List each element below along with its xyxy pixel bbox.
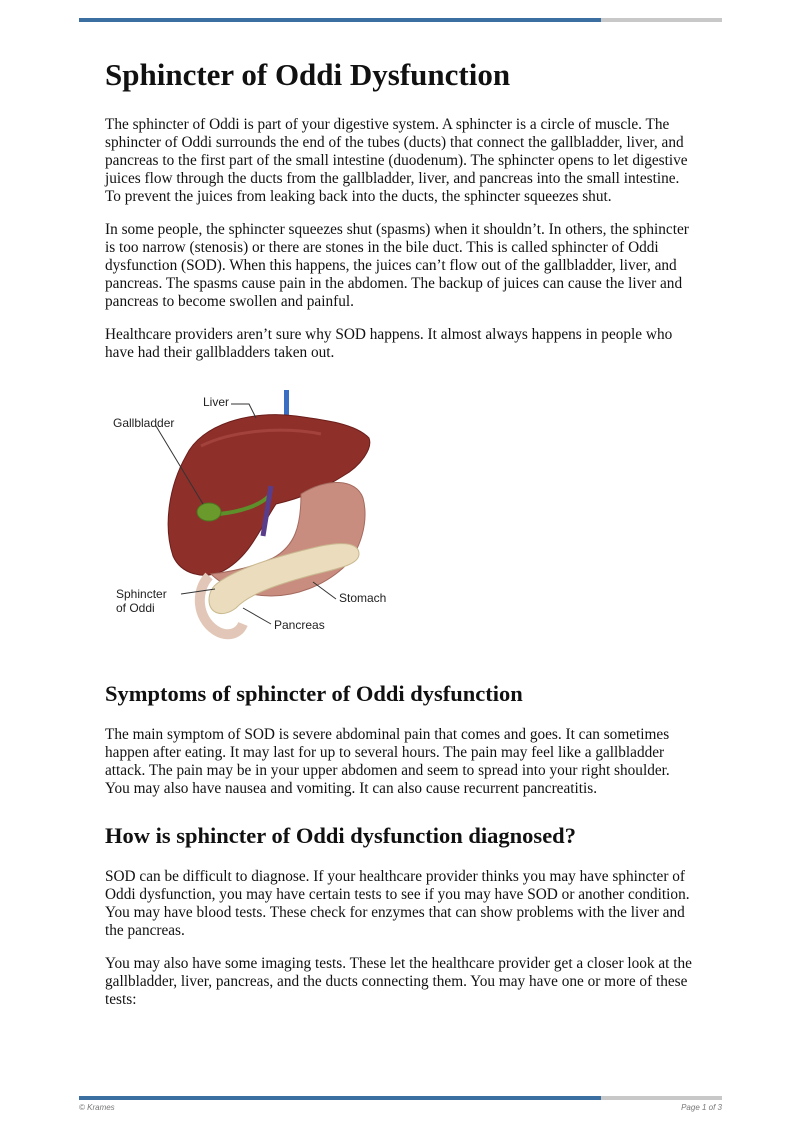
diagnosis-heading: How is sphincter of Oddi dysfunction diagnosed? [105, 823, 576, 848]
footer-rule [79, 1096, 722, 1100]
copyright-text: © Krames [79, 1103, 115, 1112]
intro-paragraph-3: Healthcare providers aren’t sure why SOD happens. It almost always happens in people who have had their gallbladders taken out. [105, 326, 673, 361]
stomach-leader [313, 582, 336, 599]
gallbladder-shape [197, 503, 221, 521]
footer-rule-gray [601, 1096, 722, 1100]
symptoms-paragraph-1: The main symptom of SOD is severe abdominal pain that comes and goes. It can sometimes happen after eating. It may last for up to several hours. The pain may feel like a gallbladder attack. The pain may be in your upper abdomen and seem to spread into your right shoulder. You may also have nausea and vomiting. It can also cause recurrent pancreatitis. [105, 726, 670, 797]
header-rule-blue [79, 18, 601, 22]
intro-paragraph-2: In some people, the sphincter squeezes shut (spasms) when it shouldn’t. In others, the sphincter is too narrow (stenosis) or there are stones in the bile duct. This is called sphincter of Oddi dysfunction (SOD). When this happens, the juices can’t flow out of the gallbladder, liver, and pancreas. The spasms cause pain in the abdomen. The backup of juices can cause the liver and pancreas to become swollen and painful. [105, 221, 689, 310]
liver-label: Liver [203, 395, 230, 409]
pancreas-leader [243, 608, 271, 624]
vessel-shape [284, 390, 289, 416]
intro-paragraph-1: The sphincter of Oddi is part of your digestive system. A sphincter is a circle of muscle. The sphincter of Oddi surrounds the end of the tubes (ducts) that connect the gallbladder, liver, and pancreas to the first part of the small intestine (duodenum). The sphincter opens to let digestive juices flow through the ducts from the gallbladder, liver, and pancreas into the small intestine. To prevent the juices from leaking back into the ducts, the sphincter squeezes shut. [105, 116, 688, 205]
diagnosis-paragraph-2: You may also have some imaging tests. These let the healthcare provider get a closer look at the gallbladder, liver, pancreas, and the ducts connecting them. You may have one or more of these tests: [105, 955, 692, 1008]
header-rule-gray [601, 18, 722, 22]
gallbladder-label: Gallbladder [113, 416, 175, 430]
page-title: Sphincter of Oddi Dysfunction [105, 57, 511, 92]
anatomy-illustration [111, 386, 411, 646]
stomach-label: Stomach [339, 591, 387, 605]
page-footer [79, 1103, 722, 1112]
sphincter-label-line2: of Oddi [116, 601, 155, 615]
pancreas-label: Pancreas [274, 618, 325, 632]
document-body [105, 56, 695, 1024]
page-number: Page 1 of 3 [681, 1103, 722, 1112]
diagnosis-paragraph-1: SOD can be difficult to diagnose. If your healthcare provider thinks you may have sphincter of Oddi dysfunction, you may have certain tests to see if you may have SOD or another condition. You may have blood tests. These check for enzymes that can show problems with the liver and the pancreas. [105, 868, 690, 939]
sphincter-label-line1: Sphincter [116, 587, 167, 601]
header-rule [79, 18, 722, 22]
symptoms-heading: Symptoms of sphincter of Oddi dysfunction [105, 681, 523, 706]
footer-rule-blue [79, 1096, 601, 1100]
